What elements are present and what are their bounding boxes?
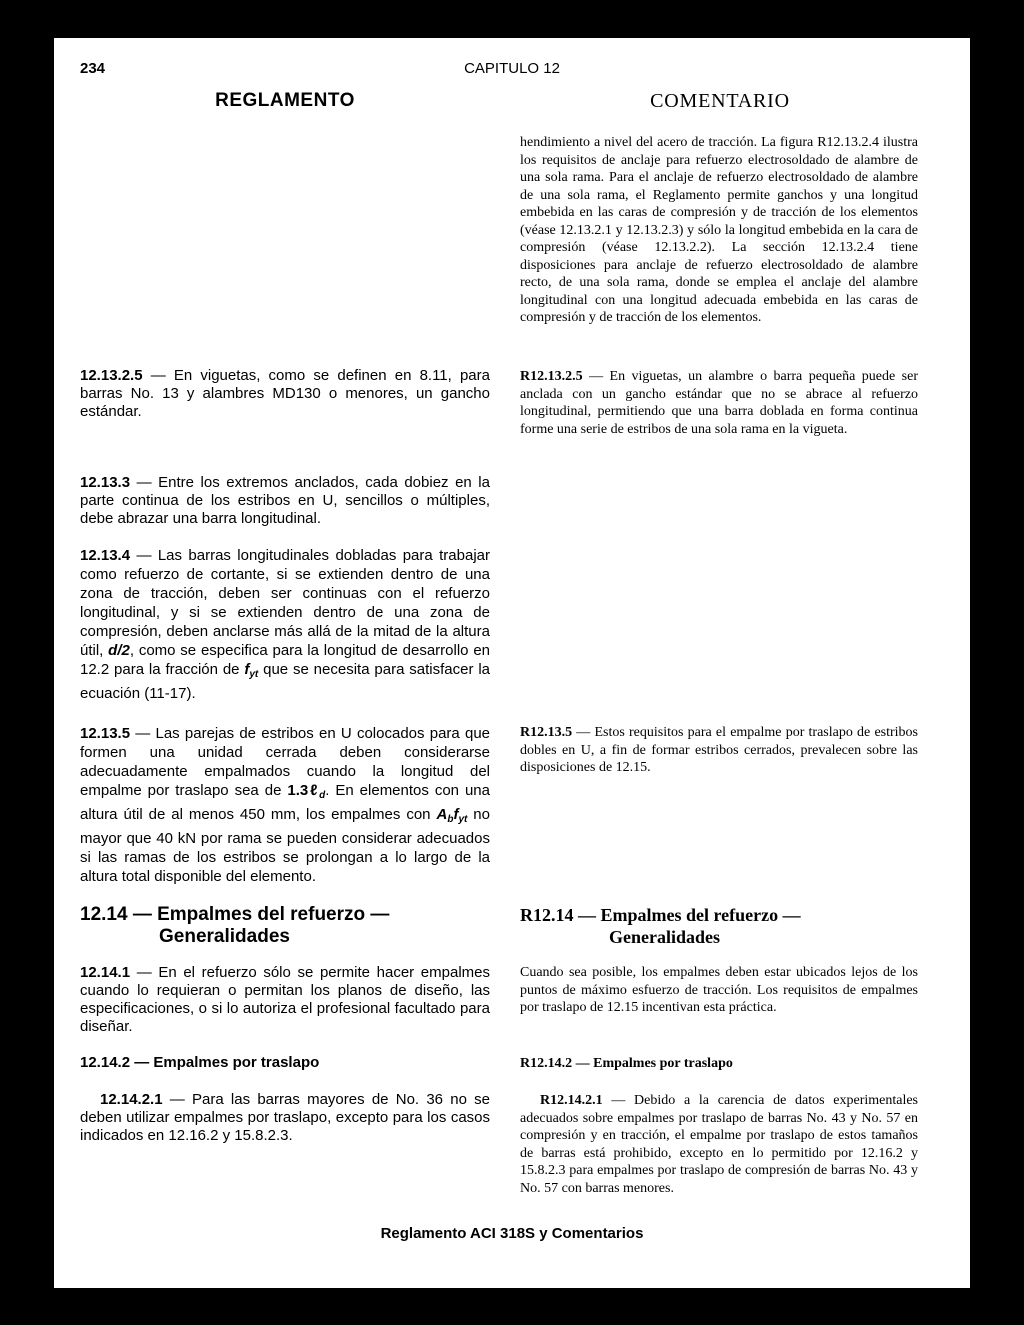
provision-text-a: — Las parejas de estribos en U colocados para que formen una unidad cerrada deben considerarse adecuadamente empalmados cuando la longitud del empalme por traslapo sea de (80, 725, 490, 799)
commentary-text: — En viguetas, un alambre o barra pequeña puede ser anclada con un gancho estándar que no se abrace al refuerzo longitudinal, permitiendo que una barra doblada en forma continua forme una serie de estribos de una sola rama en la vigueta. (520, 369, 918, 437)
commentary-r12-14-2-1 (520, 1092, 918, 1197)
commentary-number: R12.14.2.1 (540, 1093, 603, 1108)
chapter-title: CAPITULO 12 (464, 60, 560, 77)
symbol-1-3-ld: 1.3ℓ (287, 782, 320, 799)
column-heading-reglamento: REGLAMENTO (215, 90, 355, 111)
provision-text: — Entre los extremos anclados, cada dobiez en la parte continua de los estribos en U, sencillos o múltiples, debe abrazar una barra longitudinal. (80, 474, 490, 527)
provision-12-13-2-5 (80, 367, 490, 421)
provision-number: 12.13.4 (80, 547, 131, 564)
symbol-ab: A (436, 806, 448, 823)
provision-12-13-4 (80, 546, 490, 703)
section-heading-line2: Generalidades (609, 927, 720, 947)
section-heading-r12-14 (520, 904, 920, 948)
symbol-ld-subscript: d (319, 790, 326, 801)
provision-12-14-2-1 (80, 1091, 490, 1145)
section-heading-line1: 12.14 — Empalmes del refuerzo — (80, 904, 390, 925)
provision-text-c: no mayor que 40 kN por rama se pueden considerar adecuados si las ramas de los estribos se prolongan a lo largo de la altura total disponible del elemento. (80, 806, 490, 885)
commentary-r12-14-1: Cuando sea posible, los empalmes deben estar ubicados lejos de los puntos de máximo esfuerzo de tracción. Los requisitos de empalmes por traslapo de 12.15 incentivan esta práctica. (520, 965, 918, 1015)
symbol-f-subscript: yt (458, 814, 468, 825)
section-heading-line2: Generalidades (159, 926, 290, 947)
provision-text: — En el refuerzo sólo se permite hacer empalmes cuando lo requieran o permitan los planos de diseño, las especificaciones, o si lo autoriza el profesional facultado para diseñar. (80, 964, 490, 1035)
symbol-fyt: f (244, 661, 250, 678)
provision-text-b: , como se especifica para la longitud de desarrollo en 12.2 para la fracción de (80, 642, 490, 678)
provision-number: 12.13.3 (80, 474, 131, 491)
page-footer: Reglamento ACI 318S y Comentarios (380, 1225, 644, 1242)
page-number: 234 (80, 60, 106, 77)
provision-text-b: . En elementos con una altura útil de al menos 450 mm, los empalmes con (80, 782, 490, 823)
subheading-r12-14-2: R12.14.2 — Empalmes por traslapo (520, 1056, 733, 1071)
commentary-intro-paragraph: hendimiento a nivel del acero de tracción. La figura R12.13.2.4 ilustra los requisitos de anclaje para refuerzo electrosoldado de alambre de una sola rama. Para el anclaje de refuerzo electrosoldado de alambre de una sola rama, el Reglamento permite ganchos y una longitud embebida en las caras de compresión y de tracción de los elementos (véase 12.13.2.1 y 12.13.2.3) y sólo la longitud embebida en la cara de compresión (véase 12.13.2.2). La sección 12.13.2.4 tiene disposiciones para anclaje de refuerzo electrosoldado de alambre recto, de una sola rama, donde se emplea el anclaje del alambre longitudinal con una longitud adecuada embebida en las caras de compresión y de tracción de los elementos. (520, 135, 918, 325)
commentary-text: — Estos requisitos para el empalme por traslapo de estribos dobles en U, a fin de formar estribos cerrados, prevalecen sobre las disposiciones de 12.15. (520, 725, 918, 775)
provision-12-13-3 (80, 474, 490, 528)
provision-text-c: que se necesita para satisfacer la ecuación (11-17). (80, 661, 490, 702)
symbol-fyt-subscript: yt (249, 669, 259, 680)
commentary-r12-13-5 (520, 724, 918, 777)
document-page (54, 38, 970, 1288)
provision-12-14-1 (80, 964, 490, 1036)
commentary-text: — Debido a la carencia de datos experimentales adecuados sobre empalmes por traslapo de barras No. 43 y No. 57 en compresión y en tracción, el empalme por traslapo de estos tamaños de barras está prohibido, excepto en lo permitido por 12.16.2 y 15.8.2.3 para empalmes por traslapo de compresión de barras No. 43 y No. 57 con barras menores. (520, 1093, 918, 1196)
provision-12-13-5 (80, 724, 490, 886)
provision-number: 12.14.1 (80, 964, 131, 981)
provision-number: 12.13.2.5 (80, 367, 143, 384)
provision-number: 12.13.5 (80, 725, 131, 742)
provision-number: 12.14.2.1 (100, 1091, 163, 1108)
provision-text-a: — Las barras longitudinales dobladas para trabajar como refuerzo de cortante, si se extienden dentro de una zona de tracción, deben ser continuas con el refuerzo longitudinal, y si se extienden dentro de una zona de compresión, deben anclarse más allá de la mitad de la altura útil, (80, 547, 490, 659)
commentary-r12-13-2-5 (520, 368, 918, 438)
commentary-number: R12.13.5 (520, 725, 573, 740)
section-heading-12-14 (80, 904, 490, 948)
symbol-f: f (453, 806, 459, 823)
commentary-number: R12.13.2.5 (520, 369, 583, 384)
subheading-12-14-2: 12.14.2 — Empalmes por traslapo (80, 1054, 320, 1071)
column-heading-comentario: COMENTARIO (650, 90, 790, 112)
provision-text: — Para las barras mayores de No. 36 no se deben utilizar empalmes por traslapo, excepto para los casos indicados en 12.16.2 y 15.8.2.3. (80, 1091, 490, 1144)
symbol-d-half: d/2 (108, 642, 130, 659)
provision-text: — En viguetas, como se definen en 8.11, para barras No. 13 y alambres MD130 o menores, un gancho estándar. (80, 367, 490, 420)
section-heading-line1: R12.14 — Empalmes del refuerzo — (520, 905, 801, 925)
symbol-ab-subscript: b (447, 814, 454, 825)
